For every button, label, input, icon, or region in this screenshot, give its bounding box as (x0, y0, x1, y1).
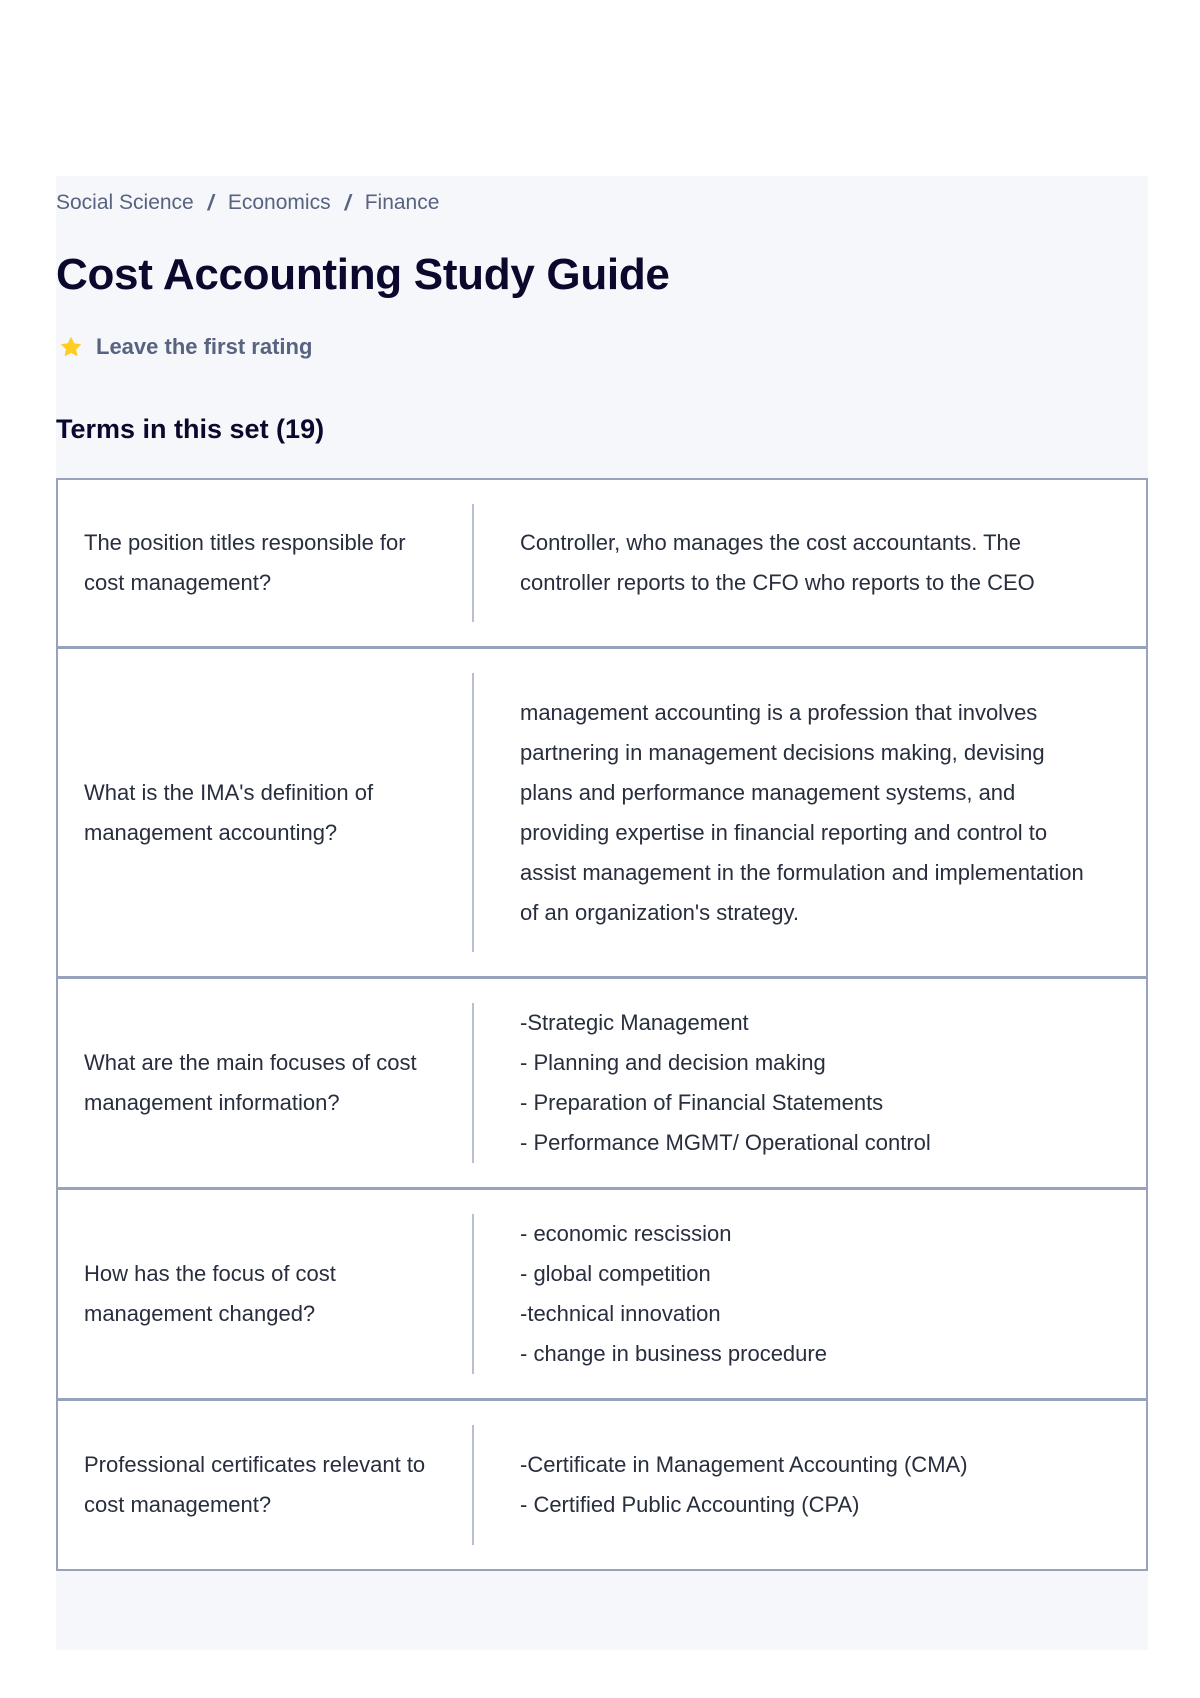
definition-text: - economic rescission - global competition -technical innovation - change in business procedure (520, 1221, 827, 1366)
terms-heading: Terms in this set (19) (56, 414, 325, 444)
breadcrumb-separator: / (205, 190, 217, 215)
term-text: The position titles responsible for cost management? (84, 530, 406, 595)
term-text: How has the focus of cost management changed? (84, 1261, 336, 1326)
definition-text: -Certificate in Management Accounting (CMA) - Certified Public Accounting (CPA) (520, 1452, 968, 1517)
rating-button[interactable] (60, 334, 312, 360)
term-text: What is the IMA's definition of management accounting? (84, 779, 374, 845)
term-card (56, 978, 1148, 1189)
term-card (56, 1189, 1148, 1400)
breadcrumb-link-economics[interactable]: Economics (227, 191, 331, 214)
terms-list (56, 478, 1148, 1571)
term-card (56, 478, 1148, 648)
definition-text: management accounting is a profession that involves partnering in management decisions making, devising plans and performance management systems, and providing expertise in financial reporting and control to assist management in the formulation and implementation of an organization's strategy. (520, 699, 1084, 925)
breadcrumb-link-social-science[interactable]: Social Science (56, 191, 194, 214)
term-card (56, 1400, 1148, 1571)
term-text: What are the main focuses of cost management information? (84, 1050, 417, 1115)
rating-label: Leave the first rating (96, 334, 313, 359)
breadcrumb-link-finance[interactable]: Finance (364, 191, 440, 214)
star-icon (60, 336, 96, 358)
definition-text: Controller, who manages the cost accountants. The controller reports to the CFO who reports to the CEO (520, 530, 1035, 595)
breadcrumb (56, 190, 439, 216)
term-card (56, 648, 1148, 978)
page-title: Cost Accounting Study Guide (56, 250, 670, 299)
breadcrumb-separator: / (342, 190, 353, 215)
definition-text: -Strategic Management - Planning and decision making - Preparation of Financial Statements - Performance MGMT/ Operational control (520, 1010, 931, 1155)
term-text: Professional certificates relevant to cost management? (84, 1452, 426, 1517)
